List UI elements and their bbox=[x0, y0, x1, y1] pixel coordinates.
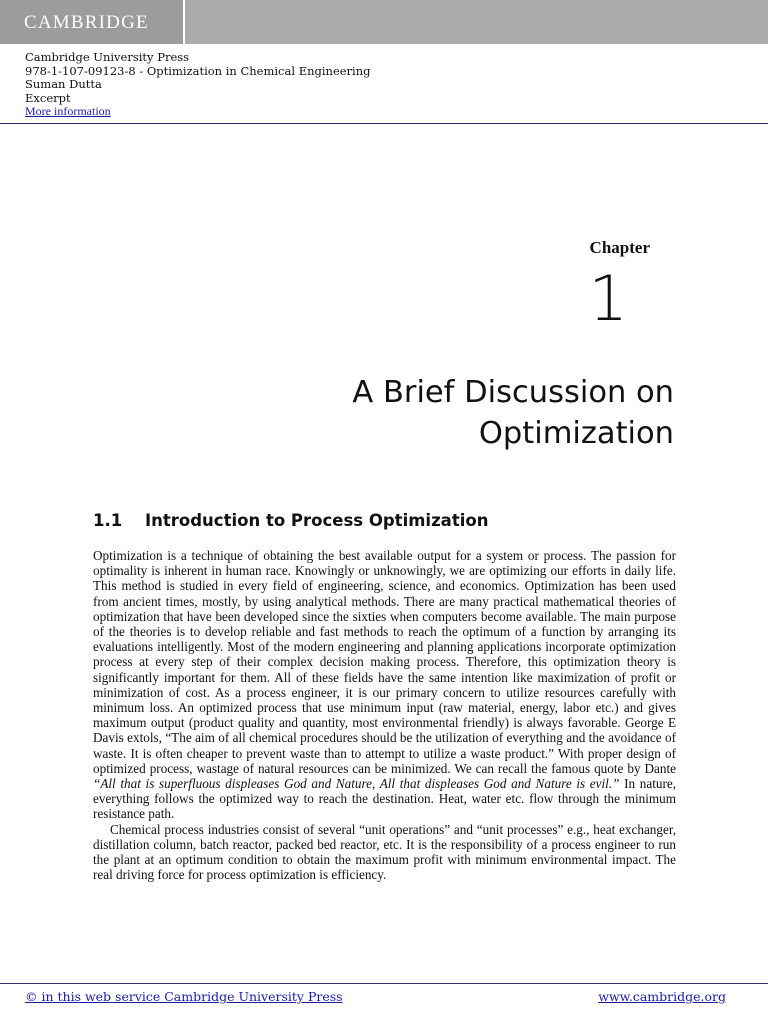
more-information-link[interactable]: More information bbox=[25, 104, 111, 118]
paragraph-1-text-a: Optimization is a technique of obtaining the best available output for a system or process. The passion for optimality is inherent in human race. Knowingly or unknowingly, we are optimizing our efforts in daily life. This method is studied in every field of engineering, science, and economics. Optimization has been used from ancient times, mostly, by using analytical methods. There are many practical mathematical theories of optimization that have been developed since the sixties when computers become available. The main purpose of the theories is to develop reliable and fast methods to reach the optimum of a function by arranging its evaluations intelligently. Most of the modern engineering and planning applications incorporate optimization process at every step of their complex decision making process. Therefore, this optimization theory is significantly important for them. All of these fields have the same intention like maximization of profit or minimization of cost. As a process engineer, it is our primary concern to utilize resources carefully with minimum loss. An optimized process that use minimum input (raw material, energy, labor etc.) and gives maximum output (product quality and quantity, most environmental friendly) is always favorable. George E Davis extols, “The aim of all chemical procedures should be the utilization of everything and the avoidance of waste. It is often cheaper to prevent waste than to attempt to utilize a waste product.” With proper design of optimized process, wastage of natural resources can be minimized. We can recall the famous quote by Dante bbox=[93, 548, 676, 776]
cambridge-logo[interactable]: CAMBRIDGE bbox=[24, 12, 149, 33]
section-title: Introduction to Process Optimization bbox=[145, 511, 489, 530]
copyright-link[interactable]: © in this web service Cambridge University Press bbox=[25, 989, 343, 1004]
body-text bbox=[93, 548, 676, 882]
dante-quote: “All that is superfluous displeases God and Nature, All that displeases God and Nature is evil.” bbox=[93, 776, 620, 792]
website-link[interactable]: www.cambridge.org bbox=[598, 989, 726, 1004]
excerpt-label: Excerpt bbox=[25, 90, 71, 105]
header-divider bbox=[0, 123, 768, 124]
footer-divider bbox=[0, 983, 768, 984]
chapter-title-line-2: Optimization bbox=[478, 416, 674, 451]
section-number: 1.1 bbox=[93, 511, 123, 530]
section-heading bbox=[93, 511, 488, 530]
paragraph-1-text-b: In nature, everything follows the optimized way to reach the destination. Heat, water etc. flow through the minimum resistance path. bbox=[93, 776, 677, 822]
chapter-label: Chapter bbox=[589, 238, 650, 257]
chapter-number: 1 bbox=[588, 262, 628, 335]
isbn-title: 978-1-107-09123-8 - Optimization in Chemical Engineering bbox=[25, 63, 371, 78]
chapter-title-line-1: A Brief Discussion on bbox=[352, 375, 674, 410]
paragraph-2: Chemical process industries consist of several “unit operations” and “unit processes” e.g., heat exchanger, distillation column, batch reactor, packed bed reactor, etc. It is the responsibility of a process engineer to run the plant at an optimum condition to obtain the maximum profit with minimum environmental impact. The real driving force for process optimization is efficiency. bbox=[93, 821, 676, 883]
book-metadata bbox=[25, 51, 371, 119]
top-banner bbox=[0, 0, 768, 44]
publisher: Cambridge University Press bbox=[25, 50, 190, 64]
paragraph-1 bbox=[93, 548, 676, 822]
brand-box bbox=[0, 0, 185, 44]
author: Suman Dutta bbox=[25, 77, 102, 91]
chapter-title bbox=[352, 372, 674, 454]
